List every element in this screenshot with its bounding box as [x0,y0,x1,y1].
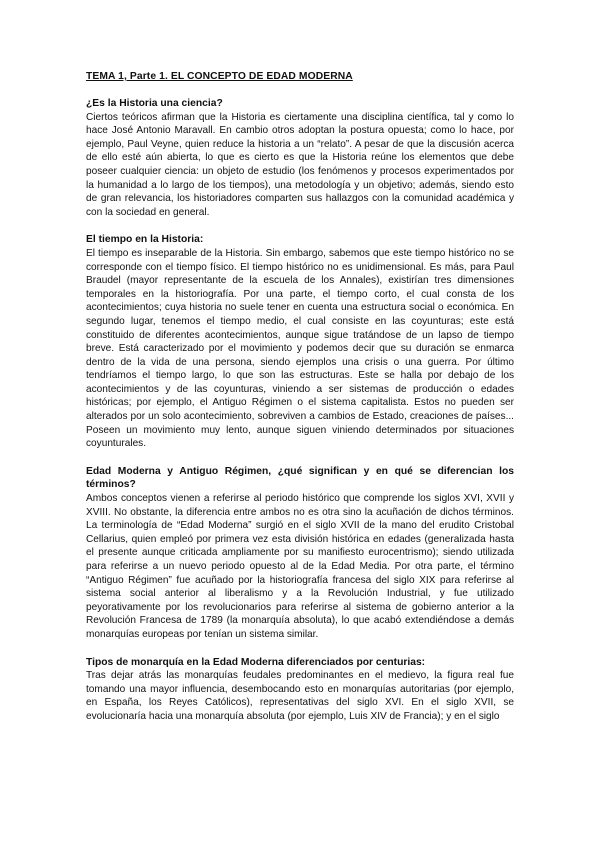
section-paragraph: Ambos conceptos vienen a referirse al periodo histórico que comprende los siglos XVI, XVII y XVIII. No obstante, la diferencia entre ambos no es otra sino la acuñación de dichos términos. La terminología de “Edad Moderna” surgió en el siglo XVII de la mano del erudito Cristobal Cellarius, quien empleó por primera vez esta división histórica en edades (generalizada hasta el presente aunque criticada ampliamente por su manifiesto eurocentrismo); siendo utilizada para referirse a un nuevo periodo opuesto al de la Edad Media. Por otra parte, el término “Antiguo Régimen” fue acuñado por la historiografía francesa del siglo XIX para referirse al sistema social anterior al liberalismo y a la Revolución Industrial, y fue utilizado peyorativamente por los revolucionarios para referirse al sistema de gobierno anterior a la Revolución Francesa de 1789 (la monarquía absoluta), lo que acabó extendiéndose a demás monarquías europeas por tenían un sistema similar. [86,493,514,640]
section-heading: Tipos de monarquía en la Edad Moderna diferenciados por centurias: [86,656,426,668]
section-paragraph: El tiempo es inseparable de la Historia. Sin embargo, sabemos que este tiempo histórico no se corresponde con el tiempo físico. El tiempo histórico no es unidimensional. Es más, para Paul Braudel (mayor representante de la escuela de los Annales), existirían tres dimensiones temporales en la historiografía. Por una parte, el tiempo corto, el cual consta de los acontecimientos; cuya historia no suele tener en cuenta una estructura social o económica. En segundo lugar, tenemos el tiempo medio, el cual consiste en las coyunturas; este está constituido de diferentes acontecimientos, aunque sigue tratándose de un lapso de tiempo breve. Está caracterizado por el movimiento y podemos decir que su duración se enmarca dentro de la vida de una persona, siendo ejemplos una crisis o una guerra. Por último tendríamos el tiempo largo, lo que son las estructuras. Este se halla por debajo de los acontecimientos y de las coyunturas, viniendo a ser sistemas de producción o edades históricas; por ejemplo, el Antiguo Régimen o el sistema capitalista. Estos no pueden ser alterados por un solo acontecimiento, sobreviven a cambios de Estado, creaciones de países... Poseen un movimiento muy lento, aunque siguen viniendo determinados por situaciones coyunturales. [86,247,514,450]
section-edad-moderna-antiguo-regimen [86,465,514,642]
section-historia-ciencia [86,97,514,219]
section-heading: ¿Es la Historia una ciencia? [86,98,223,109]
document-title: TEMA 1, Parte 1. EL CONCEPTO DE EDAD MODERNA [86,71,353,82]
section-paragraph: Tras dejar atrás las monarquías feudales predominantes en el medievo, la figura real fue tomando una mayor influencia, desembocando esto en monarquías autoritarias (por ejemplo, en España, los Reyes Católicos), representativas del siglo XVI. En el siglo XVII, se evolucionaría hacia una monarquía absoluta (por ejemplo, Luis XIV de Francia); y en el siglo [86,670,514,722]
section-tipos-monarquia [86,656,514,724]
section-paragraph: Ciertos teóricos afirman que la Historia es ciertamente una disciplina científica, tal y como lo hace José Antonio Maravall. En cambio otros adoptan la postura opuesta; como lo hace, por ejemplo, Paul Veyne, quien reduce la historia a un “relato”. A pesar de que la discusión acerca de ello esté aún abierta, lo que es cierto es que la Historia reúne los elementos que debe poseer cualquier ciencia: un objeto de estudio (los fenómenos y procesos experimentados por la humanidad a lo largo de los tiempos), una metodología y un objetivo; además, siendo esto de gran relevancia, los historiadores comparten sus hallazgos con la comunidad académica y con la sociedad en general. [86,111,514,218]
section-heading: Edad Moderna y Antiguo Régimen, ¿qué significan y en qué se diferencian los términos? [86,465,514,491]
section-tiempo-historia [86,233,514,451]
section-heading: El tiempo en la Historia: [86,234,204,246]
